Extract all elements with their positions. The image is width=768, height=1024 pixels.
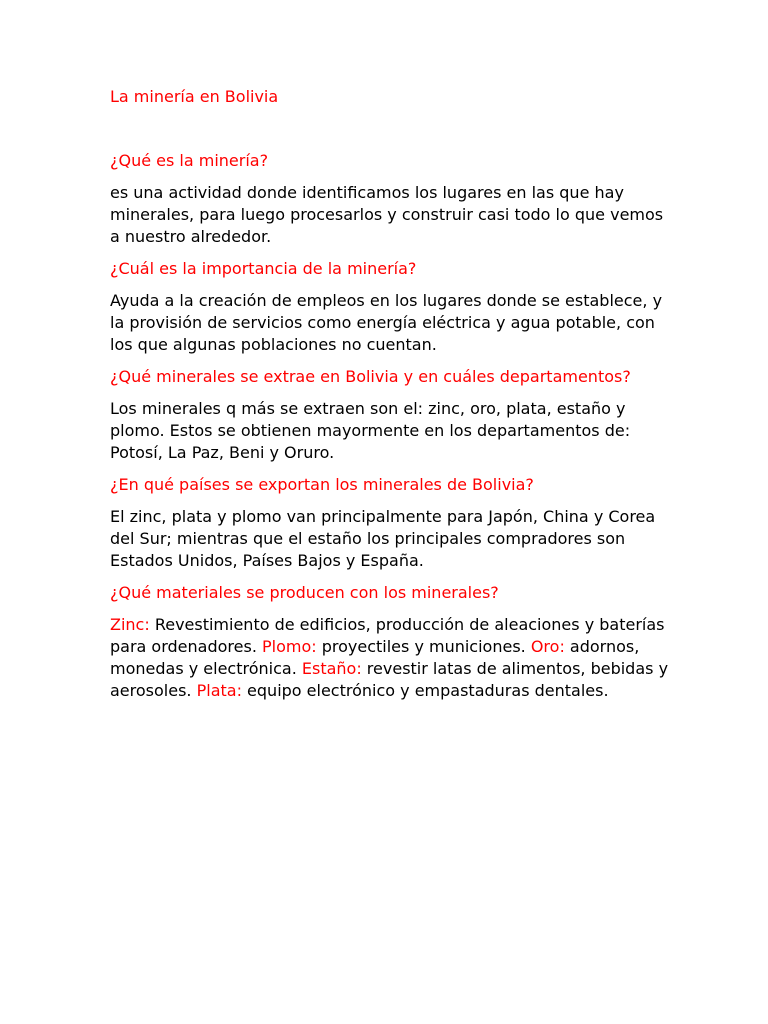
question-heading: ¿Qué minerales se extrae en Bolivia y en cuáles departamentos? [110, 367, 631, 386]
section-minerals-extracted [110, 366, 670, 464]
mineral-use-zinc: Revestimiento de edificios, producción de aleaciones y baterías para ordenadores. [110, 615, 665, 656]
document-page [110, 86, 670, 702]
mineral-name-oro: Oro: [530, 637, 565, 656]
answer-paragraph: es una actividad donde identificamos los lugares en las que hay minerales, para luego procesarlos y construir casi todo lo que vemos a nuestro alrededor. [110, 183, 664, 246]
section-materials-produced [110, 582, 670, 702]
mineral-use-estano: revestir latas de alimentos, bebidas y aerosoles. [110, 659, 669, 700]
document-title: La minería en Bolivia [110, 87, 279, 106]
question-heading: ¿Qué materiales se producen con los minerales? [110, 583, 499, 602]
section-export-countries [110, 474, 670, 572]
mineral-use-plata: equipo electrónico y empastaduras dentales. [241, 681, 609, 700]
question-heading: ¿En qué países se exportan los minerales de Bolivia? [110, 475, 534, 494]
mineral-use-oro: adornos, monedas y electrónica. [110, 637, 640, 678]
mineral-use-plomo: proyectiles y municiones. [316, 637, 531, 656]
mineral-name-plata: Plata: [196, 681, 242, 700]
question-heading: ¿Qué es la minería? [110, 151, 269, 170]
mineral-name-plomo: Plomo: [261, 637, 317, 656]
answer-paragraph: Los minerales q más se extraen son el: zinc, oro, plata, estaño y plomo. Estos se obtienen mayormente en los departamentos de: Potosí, La Paz, Beni y Oruro. [110, 399, 631, 462]
mineral-uses-paragraph [110, 614, 670, 702]
answer-paragraph: El zinc, plata y plomo van principalmente para Japón, China y Corea del Sur; mientras que el estaño los principales compradores son Estados Unidos, Países Bajos y España. [110, 507, 656, 570]
question-heading: ¿Cuál es la importancia de la minería? [110, 259, 417, 278]
answer-paragraph: Ayuda a la creación de empleos en los lugares donde se establece, y la provisión de servicios como energía eléctrica y agua potable, con los que algunas poblaciones no cuentan. [110, 291, 663, 354]
mineral-name-estano: Estaño: [301, 659, 362, 678]
mineral-name-zinc: Zinc: [110, 615, 150, 634]
section-what-is-mining [110, 150, 670, 248]
section-importance [110, 258, 670, 356]
